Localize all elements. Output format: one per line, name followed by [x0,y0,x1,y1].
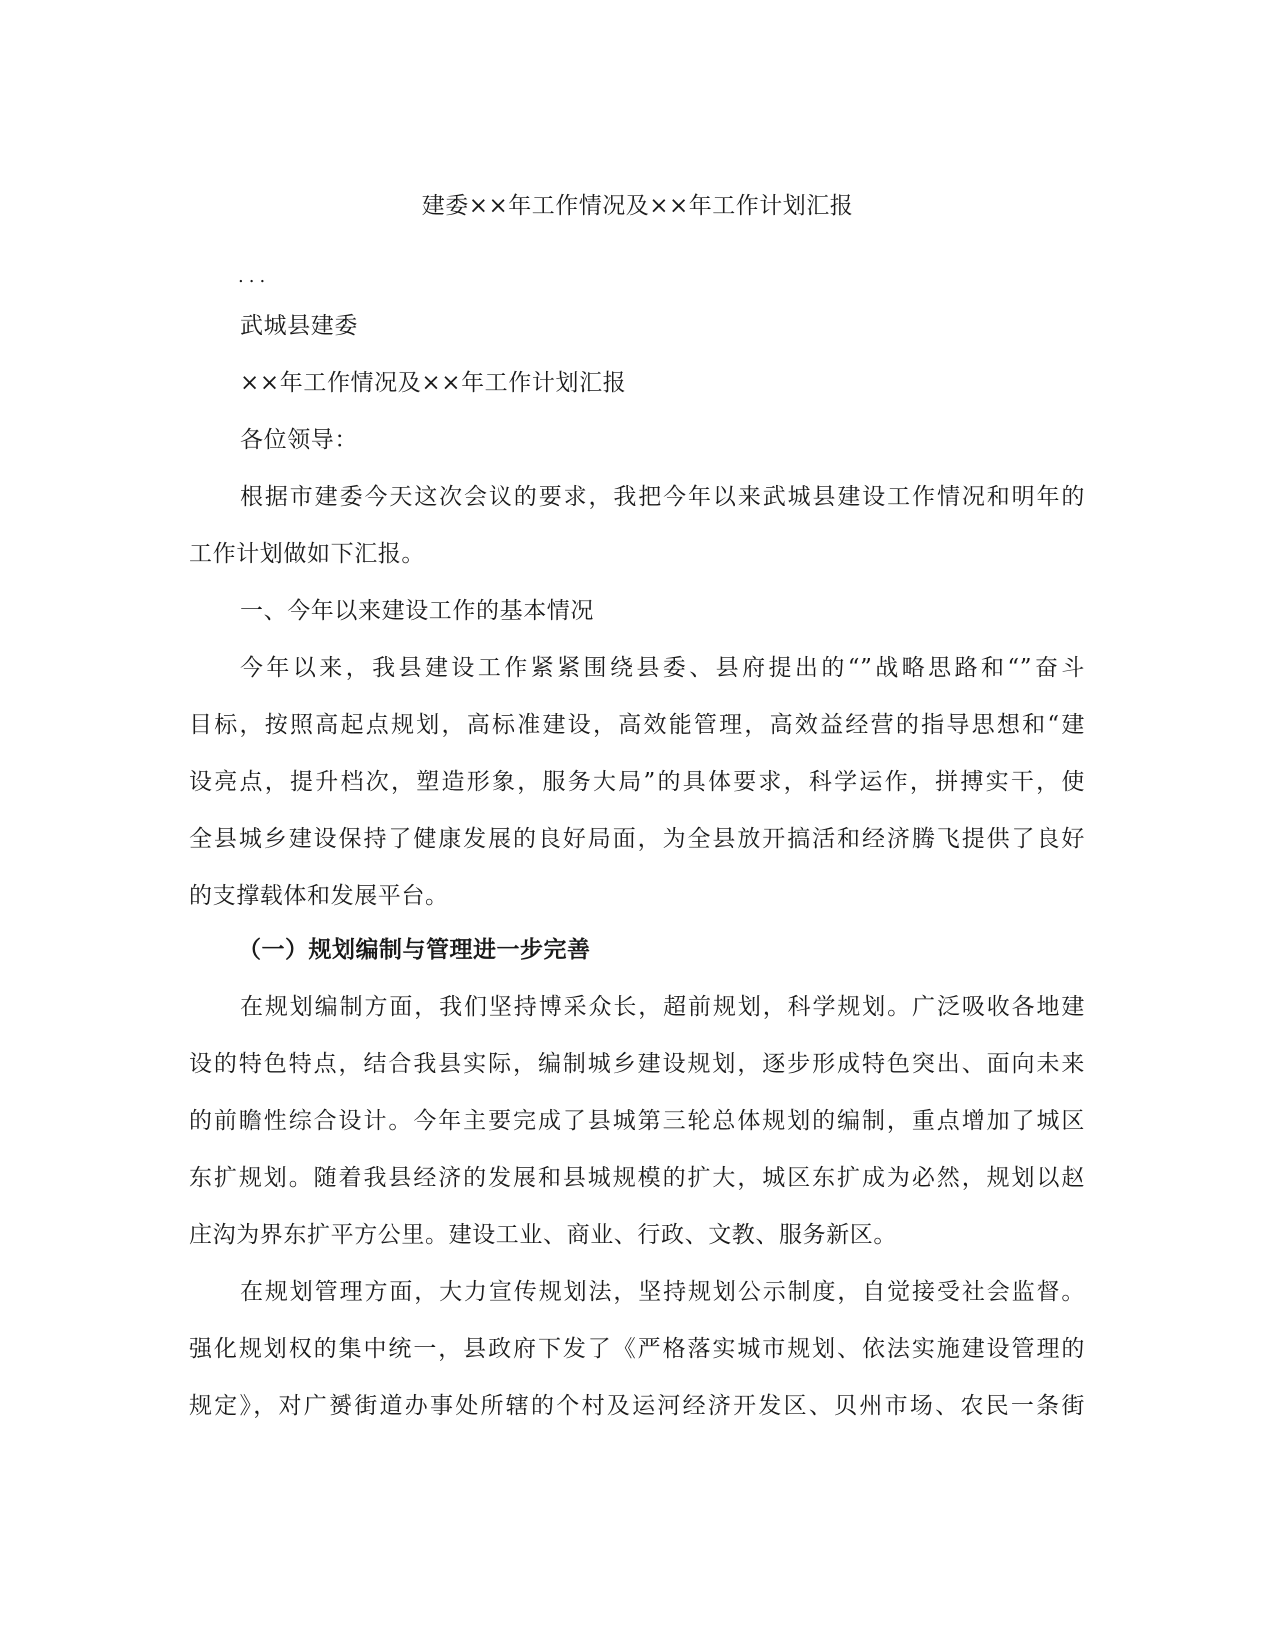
planning-line-3: 的前瞻性综合设计。今年主要完成了县城第三轮总体规划的编制，重点增加了城区 [189,1108,1085,1134]
planning-line-2: 设的特色特点，结合我县实际，编制城乡建设规划，逐步形成特色突出、面向未来 [189,1051,1085,1077]
section-1-line-2: 目标，按照高起点规划，高标准建设，高效能管理，高效益经营的指导思想和“建 [189,712,1085,738]
section-1-line-1: 今年以来，我县建设工作紧紧围绕县委、县府提出的“”战略思路和“”奋斗 [240,655,1085,681]
management-line-2: 强化规划权的集中统一，县政府下发了《严格落实城市规划、依法实施建设管理的 [189,1336,1085,1362]
section-1-line-4: 全县城乡建设保持了健康发展的良好局面，为全县放开搞活和经济腾飞提供了良好 [189,826,1085,852]
subsection-1-heading: （一）规划编制与管理进一步完善 [238,937,591,963]
planning-line-1: 在规划编制方面，我们坚持博采众长，超前规划，科学规划。广泛吸收各地建 [240,994,1085,1020]
intro-line-1: 根据市建委今天这次会议的要求，我把今年以来武城县建设工作情况和明年的 [240,484,1085,510]
section-1-heading: 一、今年以来建设工作的基本情况 [240,598,594,624]
management-line-1: 在规划管理方面，大力宣传规划法，坚持规划公示制度，自觉接受社会监督。 [240,1279,1085,1305]
ellipsis-marker: ... [238,266,271,287]
section-1-line-5: 的支撑载体和发展平台。 [189,883,449,909]
report-subtitle: ××年工作情况及××年工作计划汇报 [240,370,627,396]
document-title: 建委××年工作情况及××年工作计划汇报 [421,193,854,219]
intro-line-2: 工作计划做如下汇报。 [189,541,425,567]
planning-line-4: 东扩规划。随着我县经济的发展和县城规模的扩大，城区东扩成为必然，规划以赵 [189,1165,1085,1191]
organization-name: 武城县建委 [240,313,358,339]
management-line-3: 规定》，对广赟街道办事处所辖的个村及运河经济开发区、贝州市场、农民一条街 [189,1393,1085,1419]
salutation: 各位领导： [240,427,358,453]
planning-line-5: 庄沟为界东扩平方公里。建设工业、商业、行政、文教、服务新区。 [189,1222,897,1248]
section-1-line-3: 设亮点，提升档次，塑造形象，服务大局”的具体要求，科学运作，拼搏实干，使 [189,769,1085,795]
